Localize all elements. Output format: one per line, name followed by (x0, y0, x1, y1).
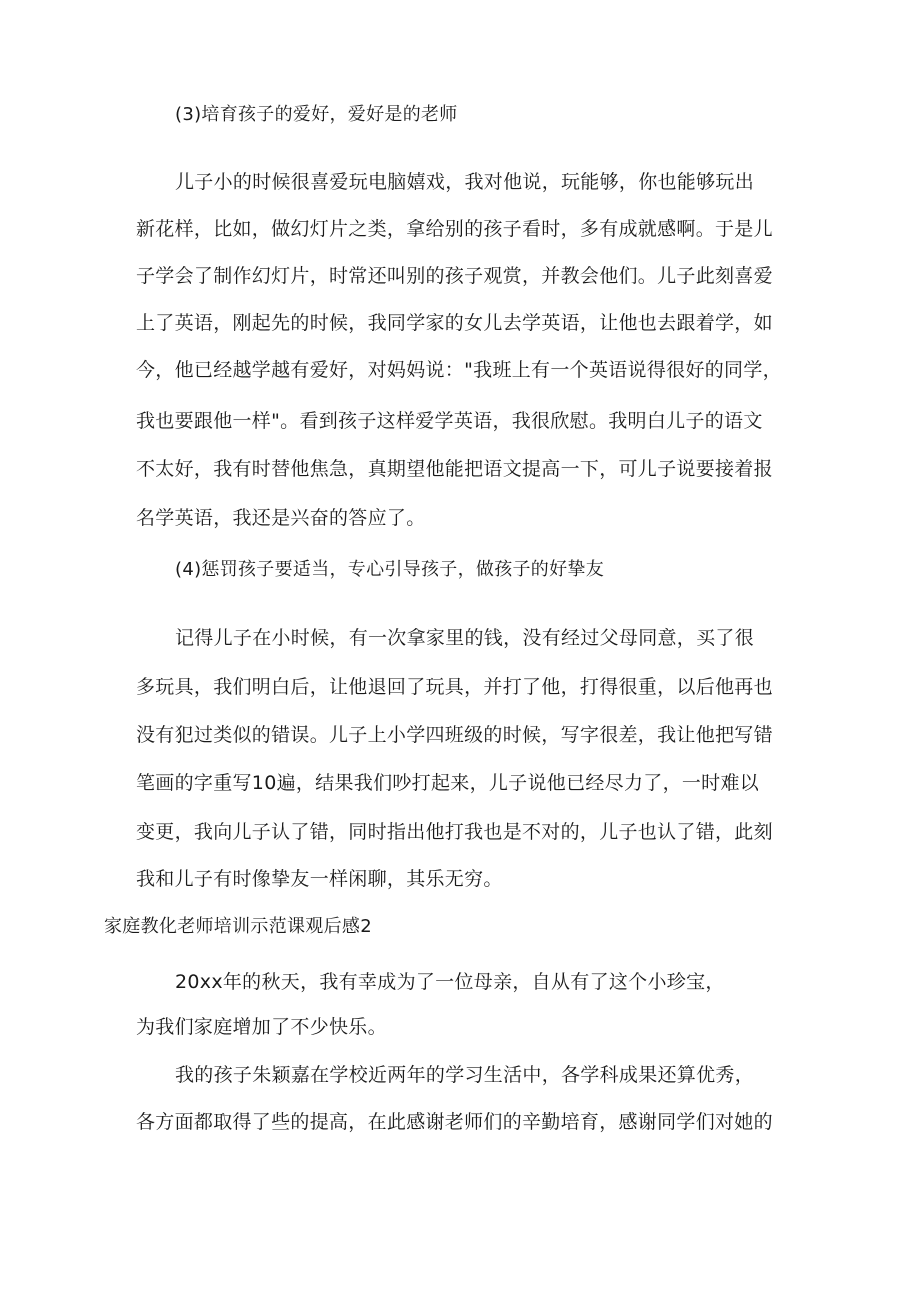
paragraph-line: 我也要跟他一样"。看到孩子这样爱学英语，我很欣慰。我明白儿子的语文 (136, 410, 763, 432)
paragraph-line: 子学会了制作幻灯片，时常还叫别的孩子观赏，并教会他们。儿子此刻喜爱 (136, 265, 773, 287)
paragraph-line: 名学英语，我还是兴奋的答应了。 (136, 507, 426, 529)
paragraph-line: 变更，我向儿子认了错，同时指出他打我也是不对的，儿子也认了错，此刻 (136, 821, 773, 843)
paragraph-line: 上了英语，刚起先的时候，我同学家的女儿去学英语，让他也去跟着学，如 (136, 312, 773, 334)
paragraph-line: 儿子小的时候很喜爱玩电脑嬉戏，我对他说，玩能够，你也能够玩出 (175, 171, 755, 193)
section-3-heading: (3)培育孩子的爱好，爱好是的老师 (175, 104, 458, 125)
section-4-heading: (4)惩罚孩子要适当，专心引导孩子，做孩子的好挚友 (175, 559, 604, 580)
paragraph-line: 记得儿子在小时候，有一次拿家里的钱，没有经过父母同意，买了很 (175, 627, 755, 649)
essay-title: 家庭教化老师培训示范课观后感2 (104, 916, 372, 937)
paragraph-line: 20xx年的秋天，我有幸成为了一位母亲，自从有了这个小珍宝， (175, 971, 725, 993)
paragraph-line: 不太好，我有时替他焦急，真期望他能把语文提高一下，可儿子说要接着报 (136, 458, 773, 480)
paragraph-line: 多玩具，我们明白后，让他退回了玩具，并打了他，打得很重，以后他再也 (136, 676, 773, 698)
paragraph-line: 我的孩子朱颖嘉在学校近两年的学习生活中，各学科成果还算优秀， (175, 1064, 755, 1086)
paragraph-line: 各方面都取得了些的提高，在此感谢老师们的辛勤培育，感谢同学们对她的 (136, 1111, 773, 1133)
paragraph-line: 笔画的字重写10遍，结果我们吵打起来，儿子说他已经尽力了，一时难以 (136, 772, 760, 794)
paragraph-line: 没有犯过类似的错误。儿子上小学四班级的时候，写字很差，我让他把写错 (136, 724, 773, 746)
paragraph-line: 新花样，比如，做幻灯片之类，拿给别的孩子看时，多有成就感啊。于是儿 (136, 218, 773, 240)
paragraph-line: 我和儿子有时像挚友一样闲聊，其乐无穷。 (136, 868, 503, 890)
paragraph-line: 为我们家庭增加了不少快乐。 (136, 1016, 387, 1038)
paragraph-line: 今，他已经越学越有爱好，对妈妈说："我班上有一个英语说得很好的同学， (136, 359, 782, 381)
